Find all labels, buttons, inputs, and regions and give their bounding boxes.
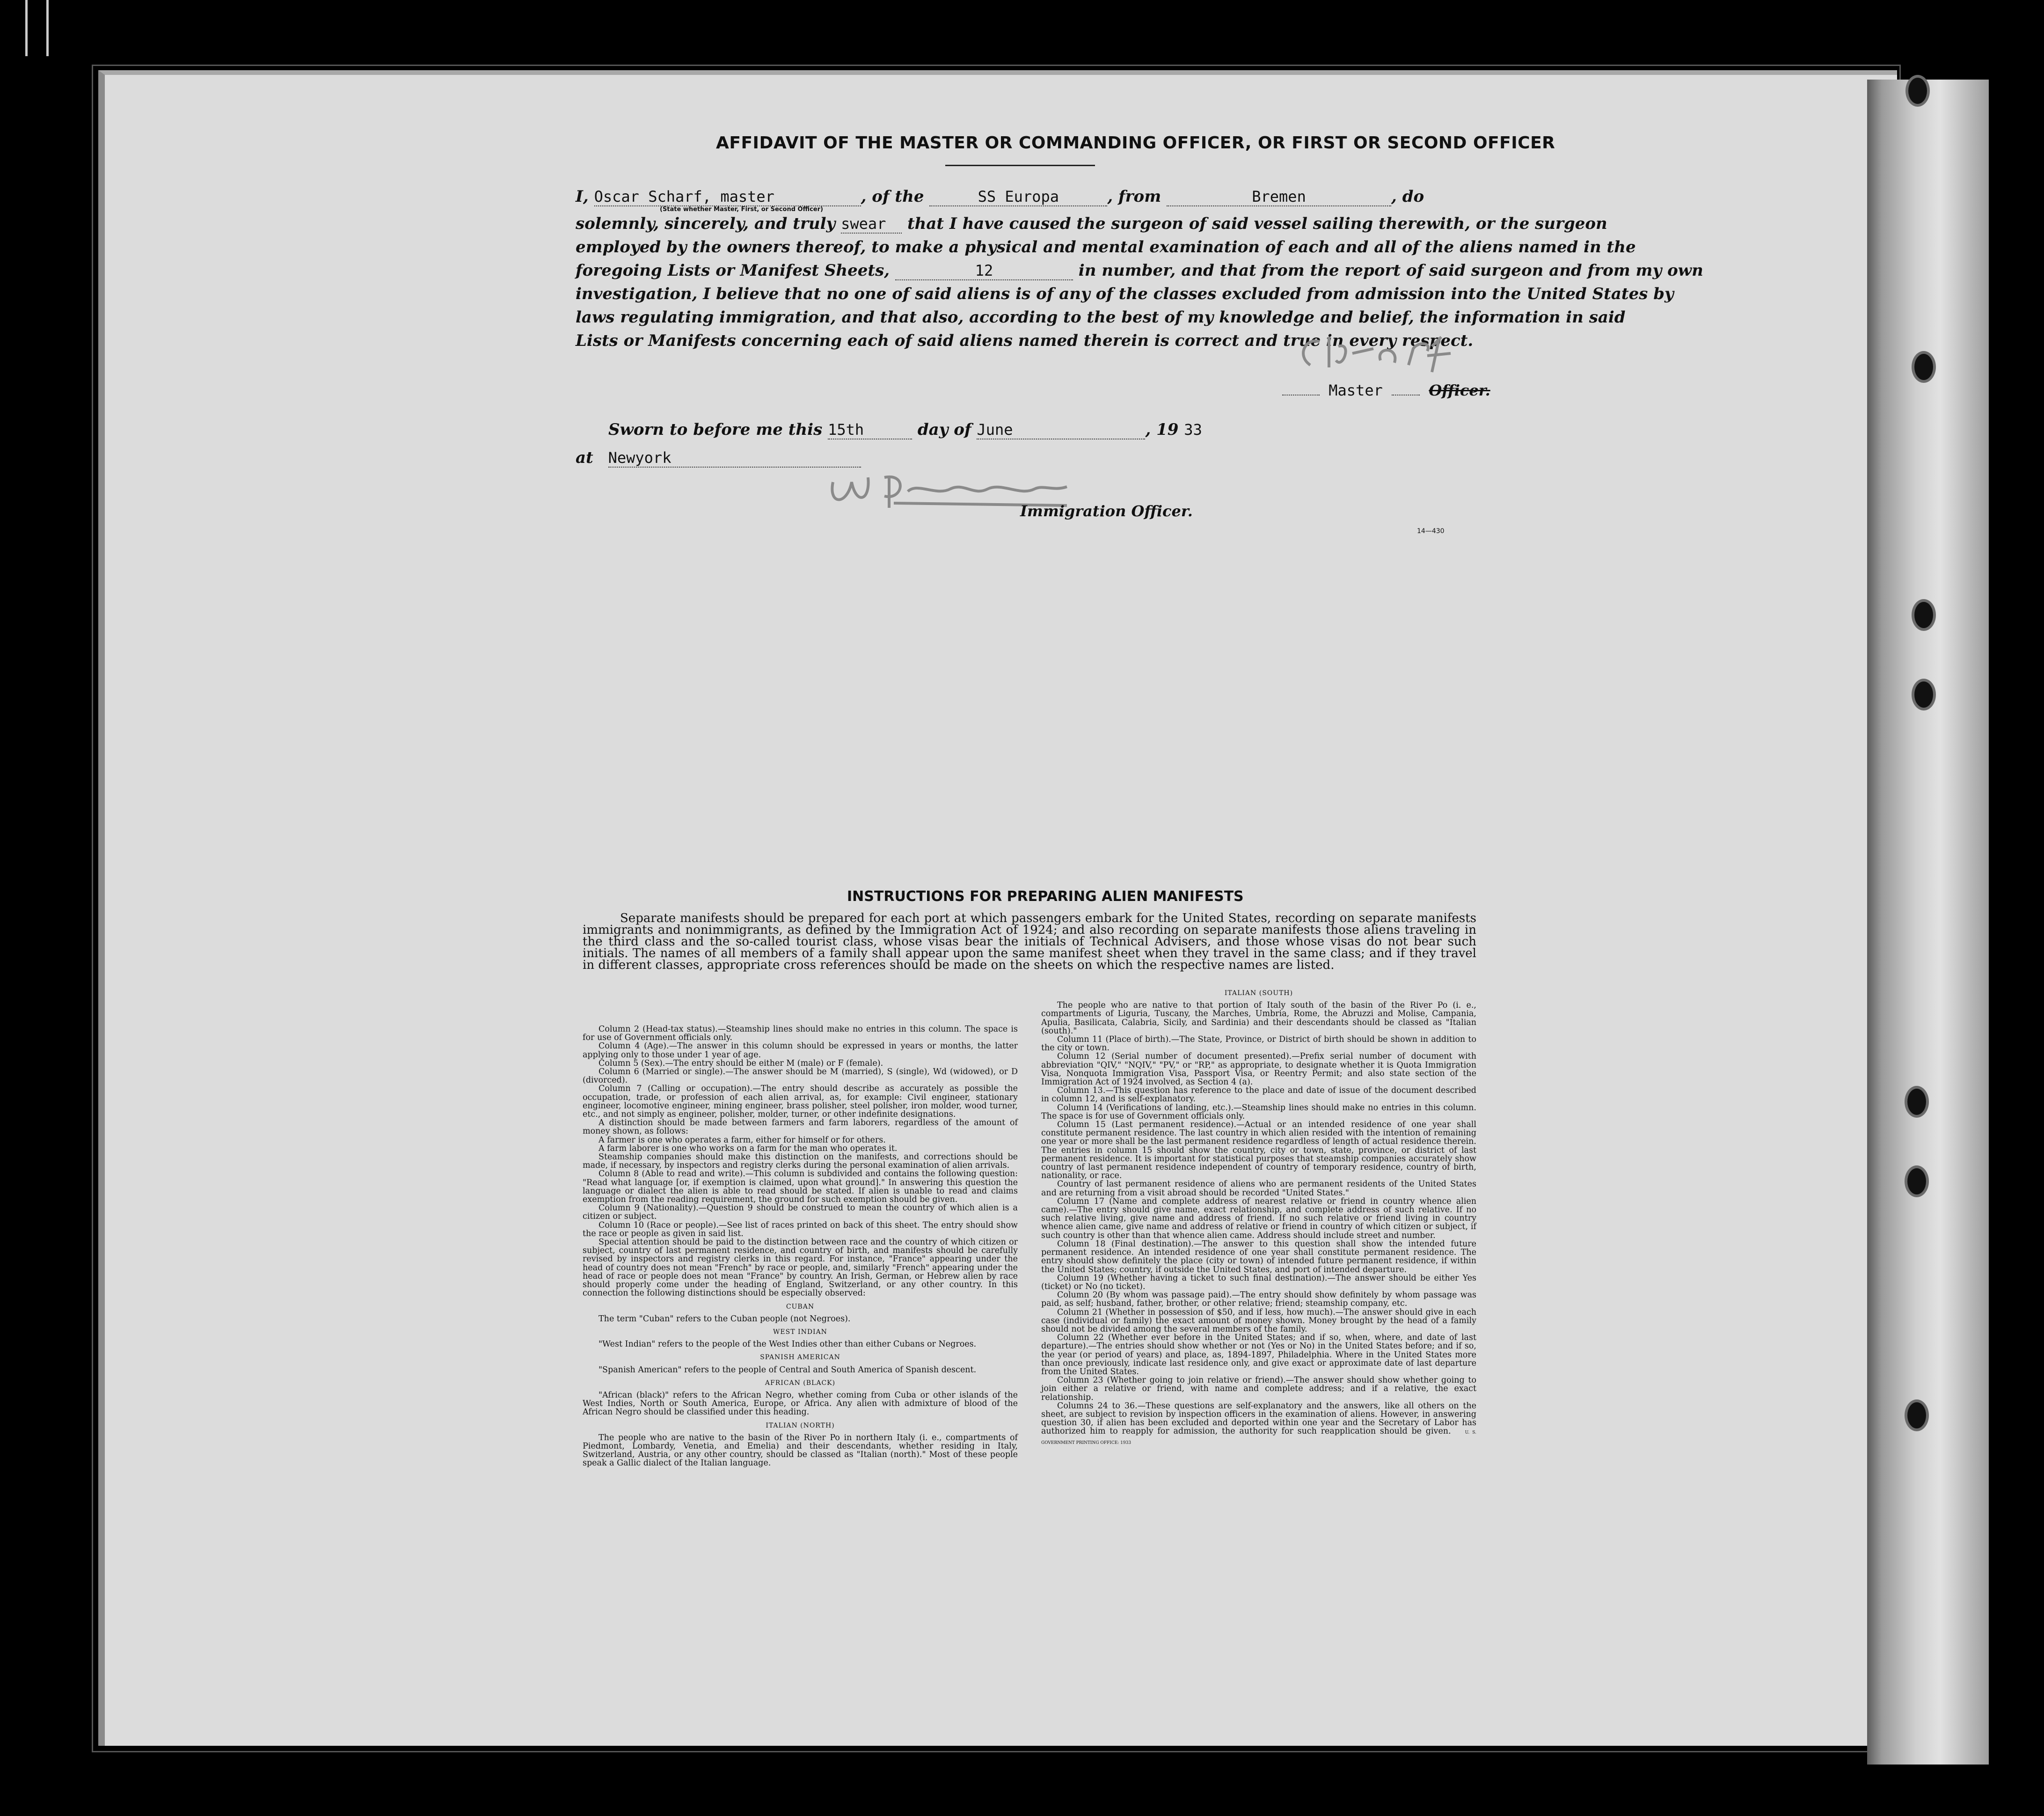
paragraph: The people who are native to that portion of Italy south of the basin of the River Po (i. e., compartments of Liguria, Tuscany, the Marches, Umbria, Rome, the Abruzzi and Molise, Campania, Apulia, Basilicata, Calabria, Sicily, and Sardinia) and their descendants should be classed as "Italian (south)." [1041, 1001, 1476, 1036]
paragraph: The people who are native to the basin of the River Po in northern Italy (i. e., compartments of Piedmont, Lombardy, Venetia, and Emelia) and their descendants, whether residing in Italy, Switzerland, Austria, or any other country, should be classed as "Italian (north)." Most of these people speak a Gallic dialect of the Italian language. [583, 1433, 1018, 1468]
text: in number, and that from the report of said surgeon and from my own [1078, 261, 1703, 280]
paragraph: Column 15 (Last permanent residence).—Actual or an intended residence of one year shall constitute permanent residence. The last country in which alien resided with the intention of remaining one year or more shall be the last permanent residence regardless of length of actual residence therein. The entries in column 15 should show the country, city or town, state, province, or district of last permanent residence. It is important for statistical purposes that steamship companies accurately show country of last permanent residence independent of country of temporary residence, country of birth, nationality, or race. [1041, 1120, 1476, 1181]
section-heading: ITALIAN (NORTH) [766, 1421, 835, 1429]
paragraph: "West Indian" refers to the people of the West Indies other than either Cubans or Negroes. [599, 1340, 977, 1349]
punch-hole [1905, 1165, 1929, 1197]
paragraph: Country of last permanent residence of aliens who are permanent residents of the United States and are returning from a visit abroad should be recorded "United States." [1041, 1179, 1476, 1198]
paragraph: Column 13.—This question has reference to the place and date of issue of the document described in column 12, and is self-explanatory. [1041, 1086, 1476, 1104]
oath-field: swear [841, 215, 902, 234]
paragraph: Column 18 (Final destination).—The answer to this question shall show the intended future permanent residence. An intended residence of one year shall constitute permanent residence. The entry should show definitely the place (city or town) of intended future permanent residence, if within the United States; country, if outside the United States, and port of intended departure. [1041, 1239, 1476, 1274]
affidavit-line-5: investigation, I believe that no one of said aliens is of any of the classes excluded from admission into the United States by [576, 285, 1674, 303]
text: at [576, 448, 593, 467]
text: foregoing Lists or Manifest Sheets, [576, 261, 890, 280]
ship-name-field: SS Europa [929, 188, 1107, 206]
paragraph: Column 5 (Sex).—The entry should be either M (male) or F (female). [599, 1058, 883, 1068]
paragraph [1041, 1402, 1476, 1447]
affidavit-title: AFFIDAVIT OF THE MASTER OR COMMANDING OFFICER, OR FIRST OR SECOND OFFICER [716, 133, 1555, 153]
text: , of the [861, 187, 924, 206]
text: , 19 [1145, 420, 1179, 439]
text: that I have caused the surgeon of said vessel sailing therewith, or the surgeon [907, 214, 1607, 233]
officer-label: Officer. [1429, 381, 1490, 399]
punch-hole [1912, 351, 1936, 383]
affidavit-line-4 [576, 261, 1703, 280]
form-number: 14—430 [1417, 527, 1445, 535]
paragraph: Column 11 (Place of birth).—The State, Province, or District of birth should be shown in addition to the city or town. [1041, 1035, 1476, 1053]
master-label: Master [1329, 381, 1383, 399]
section-heading: CUBAN [786, 1303, 815, 1311]
paragraph: The term "Cuban" refers to the Cuban people (not Negroes). [599, 1314, 851, 1324]
paragraph: Column 21 (Whether in possession of $50, and if less, how much).—The answer should give in each case (individual or family) the exact amount of money shown. Money brought by the head of a family should not be divided among the several members of the family. [1041, 1307, 1476, 1334]
sworn-day-field: 15th [828, 421, 912, 439]
paragraph: Column 17 (Name and complete address of nearest relative or friend in country whence alien came).—The entry should give name, exact relationship, and complete address of such relative. If no such relative living, give name and address of friend. If no such relative or friend living in country whence alien came, give name and address of relative or friend in country of which citizen or subject, if such country is other than that whence alien came. Address should include street and number. [1041, 1196, 1476, 1240]
port-field: Bremen [1167, 188, 1391, 206]
edge-mark [25, 0, 49, 56]
sworn-year-field: 33 [1184, 421, 1202, 439]
paragraph: Column 19 (Whether having a ticket to such final destination).—The answer should be either Yes (ticket) or No (no ticket). [1041, 1273, 1476, 1291]
punch-hole [1905, 1086, 1929, 1118]
affidavit-line-1 [576, 187, 1424, 206]
punch-hole [1912, 679, 1936, 710]
instructions-intro: Separate manifests should be prepared for each port at which passengers embark for the United States, recording on separate manifests immigrants and nonimmigrants, as defined by the Immigration Act of 1924; and also recording on separate manifests those aliens traveling in the third class and the so-called tourist class, whose visas bear the initials of Technical Advisers, and those whose visas do not bear such initials. The names of all members of a family shall appear upon the same manifest sheet when they travel in the same class; and if they travel in different classes, appropriate cross references should be made on the sheets on which the respective names are listed. [583, 911, 1476, 972]
text: , do [1391, 187, 1424, 206]
punch-hole [1905, 75, 1930, 107]
paragraph: A farmer is one who operates a farm, either for himself or for others. [599, 1135, 886, 1145]
section-heading: AFRICAN (BLACK) [765, 1379, 836, 1387]
sworn-line [608, 420, 1212, 439]
paragraph: Column 2 (Head-tax status).—Steamship lines should make no entries in this column. The space is for use of Government officials only. [583, 1025, 1018, 1043]
paragraph: Column 4 (Age).—The answer in this column should be expressed in years or months, the latter applying only to those under 1 year of age. [583, 1041, 1018, 1060]
title-rule [945, 165, 1095, 166]
immigration-officer-label: Immigration Officer. [1020, 502, 1193, 520]
affidavit-line-7: Lists or Manifests concerning each of said aliens named therein is correct and true in every respect. [576, 331, 1474, 350]
section-heading: WEST INDIAN [773, 1328, 827, 1336]
paragraph: Column 14 (Verifications of landing, etc.).—Steamship lines should make no entries in this column. The space is for use of Government officials only. [1041, 1103, 1476, 1121]
paragraph: Column 20 (By whom was passage paid).—The entry should show definitely by whom passage was paid, as self; husband, father, brother, or other relative; friend; steamship company, etc. [1041, 1290, 1476, 1309]
text: , from [1107, 187, 1161, 206]
signature-line [1282, 381, 1490, 399]
section-heading: ITALIAN (SOUTH) [1224, 989, 1293, 997]
binding-strip [1867, 80, 1989, 1765]
punch-hole [1912, 599, 1936, 631]
at-line [576, 448, 861, 468]
affidavit-line-3: employed by the owners thereof, to make a physical and mental examination of each and all of the aliens named in the [576, 238, 1636, 256]
paragraph: Special attention should be paid to the distinction between race and the country of which citizen or subject, country of last permanent residence, and country of birth, and manifests should be carefully revised by inspectors and registry clerks in this regard. For instance, "France" appearing under the head of country does not mean "French" by race or people, and, similarly "French" appearing under the head of race or people does not mean "France" by country. An Irish, German, or Hebrew alien by race should properly come under the heading of England, Switzerland, or any other country. In this connection the following distinctions should be especially observed: [583, 1238, 1018, 1298]
instructions-right-column [1041, 989, 1476, 1447]
sworn-month-field: June [977, 421, 1145, 439]
text: Columns 24 to 36.—These questions are self-explanatory and the answers, like all others on the sheet, are subject to revision by inspection officers in the examination of aliens. However, in answering question 30, if alien has been excluded and deported within one year and the Secretary of Labor has authorized him to reapply for admission, the authority for such reapplication should be given. [1041, 1401, 1476, 1436]
paragraph: Column 8 (Able to read and write).—This column is subdivided and contains the following question: "Read what language [or, if exemption is claimed, upon what ground]." In answering this question the language or dialect the alien is able to read should be stated. If alien is unable to read and claims exemption from the reading requirement, the ground for such exemption should be given. [583, 1169, 1018, 1205]
affidavit-line-2 [576, 214, 1607, 234]
affidavit-line-6: laws regulating immigration, and that also, according to the best of my knowledge and belief, the information in said [576, 308, 1626, 327]
printer-imprint: U. S. GOVERNMENT PRINTING OFFICE: 1933 [1041, 1430, 1477, 1445]
instructions-left-column [583, 1025, 1018, 1468]
place-field: Newyork [608, 449, 861, 468]
sheet-count-field: 12 [895, 262, 1073, 280]
master-signature [1292, 328, 1469, 379]
text: I, [576, 187, 589, 206]
paragraph: Steamship companies should make this distinction on the manifests, and corrections should be made, if necessary, by inspectors and registry clerks during the personal examination of alien arrivals. [583, 1152, 1018, 1171]
officer-type-note: (State whether Master, First, or Second Officer) [660, 206, 823, 213]
instructions-title: INSTRUCTIONS FOR PREPARING ALIEN MANIFESTS [847, 888, 1244, 905]
punch-hole [1905, 1399, 1929, 1431]
paragraph: Column 6 (Married or single).—The answer should be M (married), S (single), Wd (widowed), or D (divorced). [583, 1067, 1018, 1085]
paragraph: A farm laborer is one who works on a farm for the man who operates it. [599, 1143, 898, 1153]
master-name-field: Oscar Scharf, master [594, 188, 861, 206]
paragraph: Column 9 (Nationality).—Question 9 should be construed to mean the country of which alien is a citizen or subject. [583, 1203, 1018, 1222]
paragraph: "African (black)" refers to the African Negro, whether coming from Cuba or other islands of the West Indies, North or South America, Europe, or Africa. Any alien with admixture of blood of the African Negro should be classified under this heading. [583, 1390, 1018, 1417]
paragraph: Column 22 (Whether ever before in the United States; and if so, when, where, and date of last departure).—The entries should show whether or not (Yes or No) in the United States before; and if so, the year (or period of years) and place, as, 1894-1897, Philadelphia. Where in the United States more than once previously, indicate last residence only, and give exact or approximate date of last departure from the United States. [1041, 1333, 1476, 1377]
paragraph: Column 10 (Race or people).—See list of races printed on back of this sheet. The entry should show the race or people as given in said list. [583, 1220, 1018, 1238]
paragraph: Column 23 (Whether going to join relative or friend).—The answer should show whether going to join either a relative or friend, with name and complete address; and if a relative, the exact relationship. [1041, 1376, 1476, 1402]
paragraph: Column 12 (Serial number of document presented).—Prefix serial number of document with abbreviation "QIV," "NQIV," "PV," or "RP," as appropriate, to designate whether it is Quota Immigration Visa, Nonquota Immigration Visa, Passport Visa, or Reentry Permit; and also state section of the Immigration Act of 1924 involved, as Section 4 (a). [1041, 1052, 1476, 1087]
paragraph: Column 7 (Calling or occupation).—The entry should describe as accurately as possible the occupation, trade, or profession of each alien arrival, as, for example: Civil engineer, stationary engineer, locomotive engineer, mining engineer, brass polisher, steel polisher, iron molder, wood turner, etc., and not simply as engineer, polisher, molder, turner, or other indefinite designations. [583, 1084, 1018, 1120]
paragraph: A distinction should be made between farmers and farm laborers, regardless of the amount of money shown, as follows: [583, 1118, 1018, 1136]
text: solemnly, sincerely, and truly [576, 214, 836, 233]
section-heading: SPANISH AMERICAN [760, 1354, 840, 1362]
paragraph: "Spanish American" refers to the people of Central and South America of Spanish descent. [599, 1365, 977, 1375]
text: Sworn to before me this [608, 420, 823, 439]
text: day of [917, 420, 971, 439]
